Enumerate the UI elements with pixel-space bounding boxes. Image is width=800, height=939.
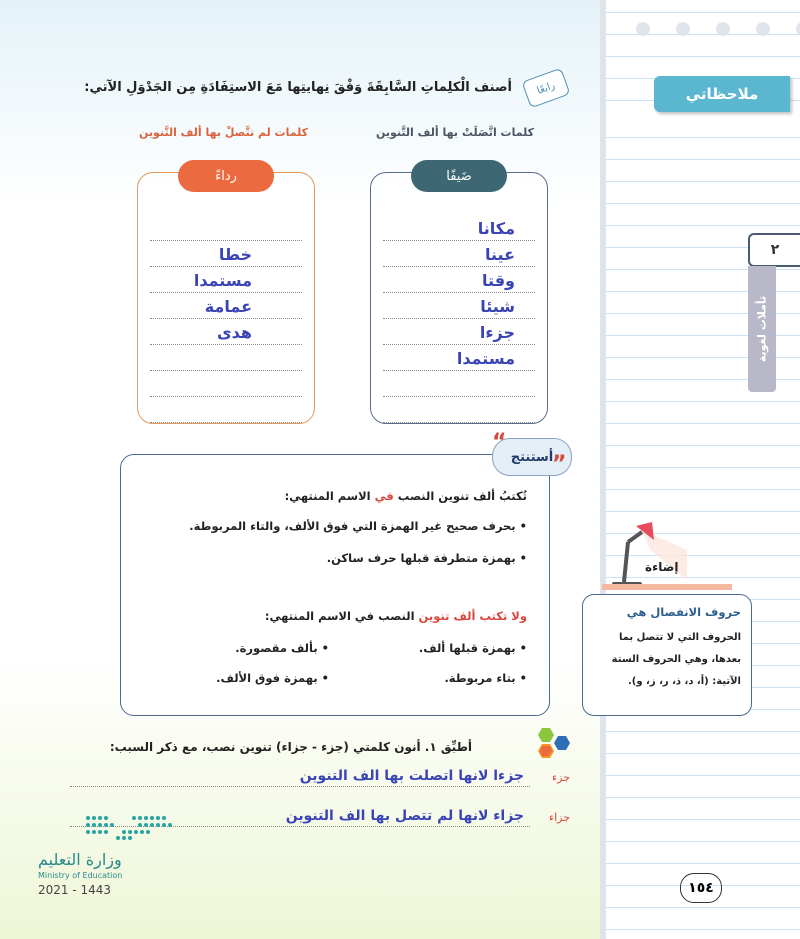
illumination-box	[582, 594, 752, 716]
ring-icon	[756, 22, 770, 36]
handwritten-word: مستمدا	[193, 271, 252, 290]
quote-icon: ”	[552, 452, 567, 477]
hexagon-icon	[530, 726, 574, 770]
handwritten-word: مكانا	[477, 219, 515, 238]
ministry-name-ar: وزارة التعليم	[38, 850, 122, 869]
list-item	[383, 267, 535, 293]
list-item	[150, 319, 302, 345]
answer-text: جزاء لانها لم تتصل بها الف التنوين	[285, 808, 524, 824]
notebook-rings	[636, 22, 800, 36]
conclude-heading2-tail: النصب في الاسم المنتهي:	[264, 609, 419, 623]
answer-text: جزءا لانها اتصلت بها الف التنوين	[299, 768, 524, 784]
list-item	[383, 345, 535, 371]
lamp-divider	[602, 584, 732, 590]
answer-row-1[interactable]	[70, 764, 570, 787]
answer-label: جزء	[551, 771, 570, 784]
ring-icon	[676, 22, 690, 36]
conclude-heading-highlight: في	[374, 489, 394, 503]
list-item	[383, 371, 535, 397]
list-item	[150, 215, 302, 241]
handwritten-word: وقتا	[482, 271, 515, 290]
section-tab[interactable]	[748, 266, 776, 392]
ministry-name-en: Ministry of Education	[38, 871, 123, 880]
handwritten-word: هدى	[217, 323, 252, 342]
box-not-attached	[137, 168, 315, 424]
lamp-icon	[602, 520, 692, 590]
list-item	[150, 267, 302, 293]
conclude-bullet: • بهمزة فوق الألف.	[216, 671, 329, 685]
illumination-label: إضاءة	[645, 560, 679, 574]
list-item	[383, 319, 535, 345]
activity-tag: رابعًا	[521, 68, 570, 109]
unit-tab[interactable]: ٢	[748, 233, 800, 267]
list-item	[383, 397, 535, 423]
conclude-box	[120, 454, 550, 716]
list-attached	[383, 215, 535, 423]
list-item	[383, 215, 535, 241]
practice-title: أطبِّق ١. أنون كلمتي (جزء - جزاء) تنوين نصب، مع ذكر السبب:	[109, 740, 472, 754]
illumination-body: الحروف التي لا تتصل بما بعدها، وهي الحروف الستة الآتية: (أ، د، ذ، ر، ز، و).	[611, 632, 741, 687]
ministry-logo	[38, 850, 122, 897]
bullet-text: بهمزة قبلها ألف.	[418, 641, 516, 655]
notes-sidebar	[600, 0, 800, 939]
activity-instruction: أصنف الْكلِماتِ السَّابِقَةَ وَفْقَ نِهايتِها مَعَ الاستِفَادَةِ مِن الجَدْوَلِ الآتي:	[84, 80, 512, 95]
conclude-bullet: • بحرف صحيح غير الهمزة التي فوق الألف، والتاء المربوطة.	[189, 519, 527, 533]
ring-icon	[636, 22, 650, 36]
list-item	[150, 345, 302, 371]
column-title-not-attached: كلمات لم تتَّصلْ بها ألف التَّنوين	[139, 126, 308, 139]
conclude-bullet: • بهمزة متطرفة قبلها حرف ساكن.	[326, 551, 527, 565]
edition-year: 2021 - 1443	[38, 883, 112, 897]
pill-attached: ضَيفًا	[411, 160, 507, 192]
conclude-heading	[285, 489, 527, 503]
handwritten-word: عمامة	[204, 297, 252, 316]
handwritten-word: عينا	[485, 245, 515, 264]
conclude-bullet: • بتاء مربوطة.	[444, 671, 527, 685]
bullet-text: بتاء مربوطة.	[444, 671, 516, 685]
list-not-attached	[150, 215, 302, 423]
conclude-heading-text: تُكتبُ ألف تنوين النصب	[393, 489, 527, 503]
list-item	[383, 293, 535, 319]
section-tab-label: تأملات لغوية	[755, 295, 769, 363]
page-number: ١٥٤	[680, 873, 722, 903]
answer-label: جزاء	[548, 811, 570, 824]
bullet-text: بألف مقصورة.	[235, 641, 318, 655]
bullet-text: بحرف صحيح غير الهمزة التي فوق الألف، والتاء المربوطة.	[189, 519, 516, 533]
handwritten-word: شيئا	[480, 297, 515, 316]
bullet-text: بهمزة فوق الألف.	[216, 671, 318, 685]
handwritten-word: خطا	[218, 245, 252, 264]
conclude-heading2-text: ولا تكتب ألف	[449, 609, 527, 623]
quote-icon: “	[492, 430, 507, 455]
list-item	[150, 397, 302, 423]
ministry-logo-icon	[84, 812, 176, 846]
notes-title: ملاحظاتي	[654, 76, 790, 112]
bullet-text: بهمزة متطرفة قبلها حرف ساكن.	[326, 551, 516, 565]
column-title-attached: كلمات اتَّصَلَتْ بها ألف التَّنوين	[376, 126, 534, 139]
list-item	[150, 293, 302, 319]
pill-not-attached: رداءً	[178, 160, 274, 192]
box-attached	[370, 168, 548, 424]
ring-icon	[796, 22, 800, 36]
illumination-title: حروف الانفصال هي	[626, 605, 741, 619]
list-item	[150, 371, 302, 397]
conclude-heading-tail: الاسم المنتهي:	[284, 489, 375, 503]
ring-icon	[716, 22, 730, 36]
handwritten-word: جزءا	[479, 323, 515, 342]
conclude-bullet: • بهمزة قبلها ألف.	[418, 641, 527, 655]
conclude-heading-2	[265, 609, 527, 623]
conclude-bullet: • بألف مقصورة.	[235, 641, 329, 655]
list-item	[383, 241, 535, 267]
conclude-heading2-highlight: تنوين	[418, 609, 450, 623]
handwritten-word: مستمدا	[456, 349, 515, 368]
conclude-tag: أستنتج	[492, 438, 572, 476]
list-item	[150, 241, 302, 267]
